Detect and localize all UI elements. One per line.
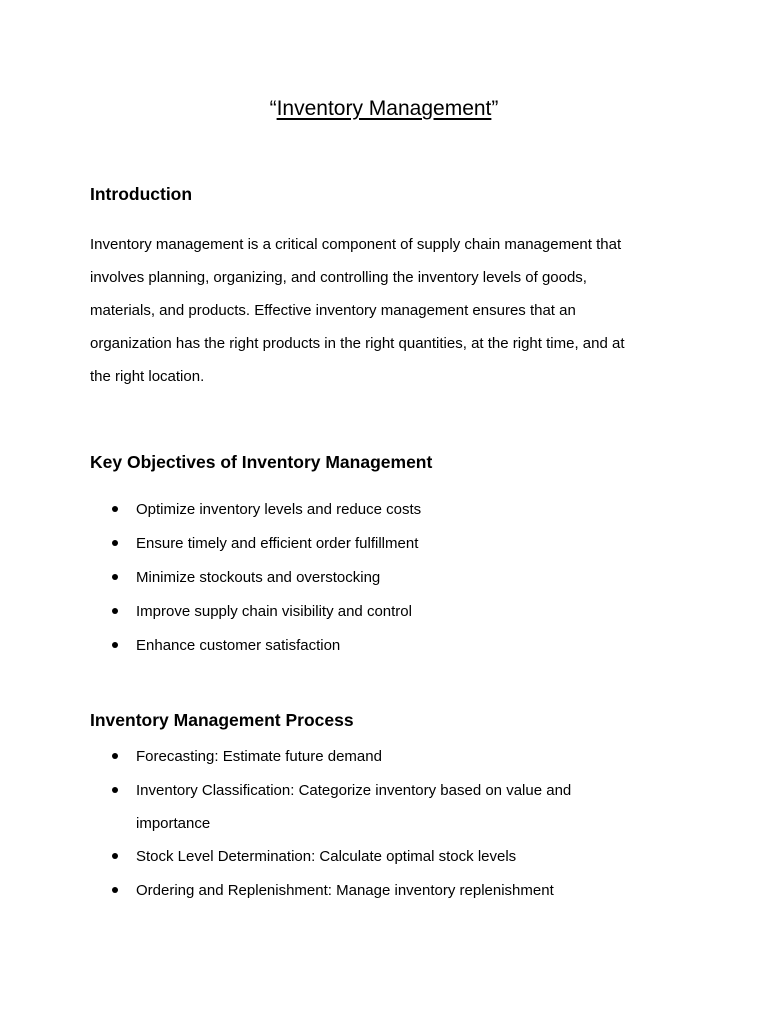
list-item	[90, 840, 690, 874]
list-item-text: Ordering and Replenishment: Manage inventory replenishment	[136, 882, 554, 899]
list-item	[90, 527, 690, 561]
objectives-heading: Key Objectives of Inventory Management	[90, 452, 433, 472]
process-heading: Inventory Management Process	[90, 710, 354, 730]
list-item-text: Stock Level Determination: Calculate optimal stock levels	[136, 848, 517, 865]
bullet-icon	[112, 887, 118, 893]
list-item-text: Improve supply chain visibility and control	[136, 603, 412, 620]
bullet-icon	[112, 506, 118, 512]
bullet-icon	[112, 608, 118, 614]
list-item-text: Ensure timely and efficient order fulfillment	[136, 535, 419, 552]
document-title	[0, 94, 768, 124]
title-text: Inventory Management	[276, 97, 492, 120]
list-item-text: Optimize inventory levels and reduce costs	[136, 501, 422, 518]
list-item-text: Inventory Classification: Categorize inventory based on value and importance	[136, 782, 572, 832]
introduction-line: organization has the right products in the right quantities, at the right time, and at	[90, 335, 625, 352]
bullet-icon	[112, 853, 118, 859]
bullet-icon	[112, 574, 118, 580]
title-close-quote: ”	[491, 97, 499, 120]
list-item	[90, 874, 690, 908]
list-item-text: Forecasting: Estimate future demand	[136, 748, 382, 765]
bullet-icon	[112, 753, 118, 759]
bullet-icon	[112, 787, 118, 793]
list-item-text: Minimize stockouts and overstocking	[136, 569, 381, 586]
title-open-quote: “	[269, 97, 277, 120]
bullet-icon	[112, 540, 118, 546]
list-item	[90, 561, 690, 595]
bullet-icon	[112, 642, 118, 648]
list-item	[90, 774, 690, 840]
introduction-line: the right location.	[90, 368, 205, 385]
objectives-list	[90, 493, 690, 663]
list-item	[90, 629, 690, 663]
introduction-line: materials, and products. Effective inventory management ensures that an	[90, 302, 576, 319]
list-item	[90, 740, 690, 774]
introduction-line: involves planning, organizing, and controlling the inventory levels of goods,	[90, 269, 587, 286]
introduction-heading: Introduction	[90, 184, 193, 204]
introduction-paragraph	[90, 228, 690, 393]
list-item	[90, 595, 690, 629]
list-item-text: Enhance customer satisfaction	[136, 637, 341, 654]
list-item	[90, 493, 690, 527]
introduction-line: Inventory management is a critical component of supply chain management that	[90, 236, 622, 253]
process-list	[90, 740, 690, 908]
